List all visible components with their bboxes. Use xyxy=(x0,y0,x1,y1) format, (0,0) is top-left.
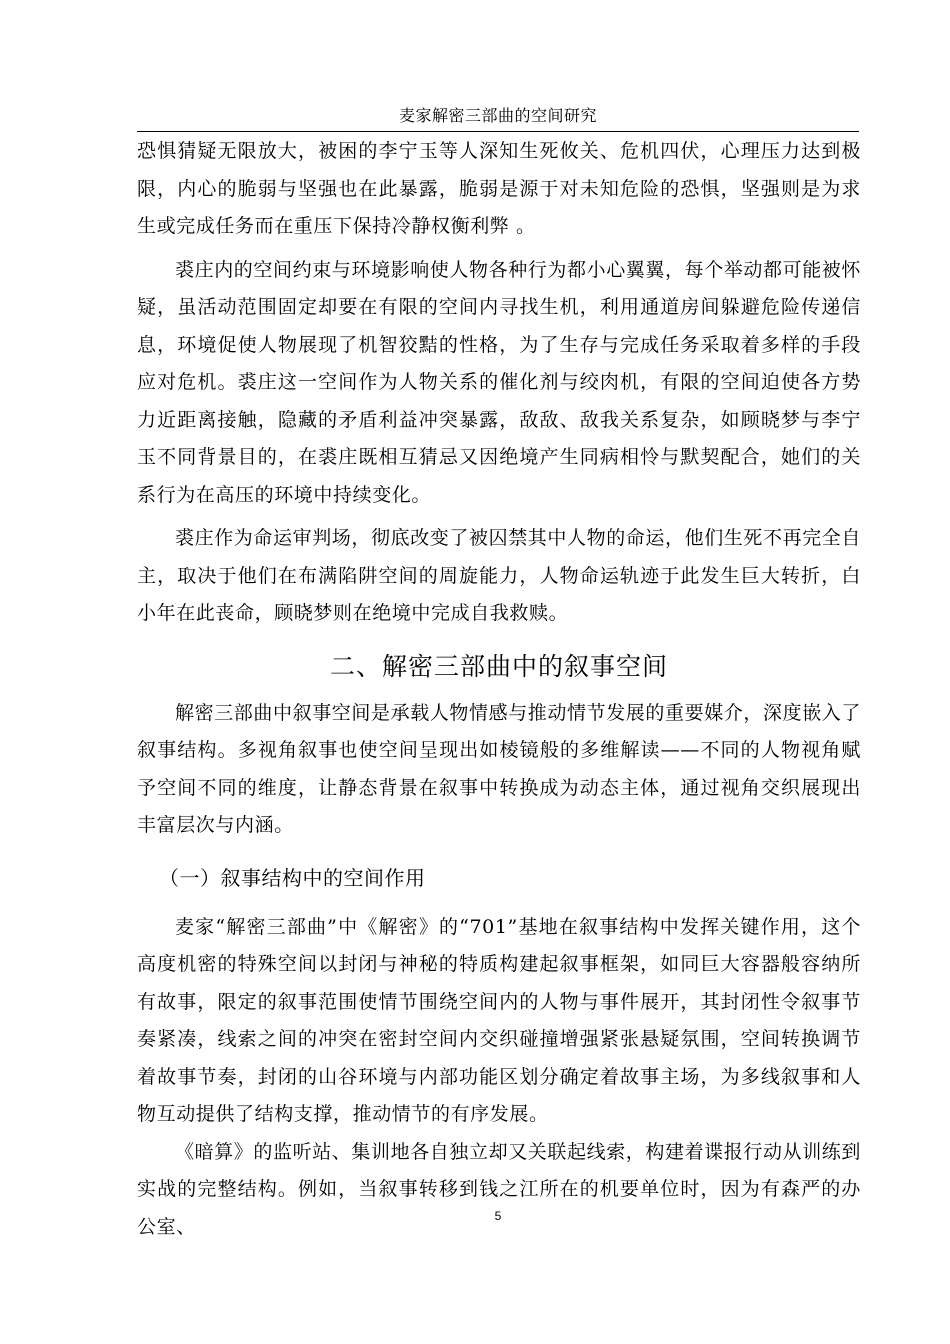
subsection-heading: （一）叙事结构中的空间作用 xyxy=(159,865,426,890)
paragraph-narrative-space-intro: 解密三部曲中叙事空间是承载人物情感与推动情节发展的重要媒介，深度嵌入了叙事结构。多视角叙事也使空间呈现出如棱镜般的多维解读——不同的人物视角赋予空间不同的维度，让静态背景在叙事中转换成为动态主体，通过视角交织展现出丰富层次与内涵。 xyxy=(137,701,862,836)
paragraph-qiuzhuang-constraint: 裘庄内的空间约束与环境影响使人物各种行为都小心翼翼，每个举动都可能被怀疑，虽活动范围固定却要在有限的空间内寻找生机，利用通道房间躲避危险传递信息，环境促使人物展现了机智狡黠的性格，为了生存与完成任务采取着多样的手段应对危机。裘庄这一空间作为人物关系的催化剂与绞肉机，有限的空间迫使各方势力近距离接触，隐藏的矛盾利益冲突暴露，敌敌、敌我关系复杂，如顾晓梦与李宁玉不同背景目的，在裘庄既相互猜忌又因绝境产生同病相怜与默契配合，她们的关系行为在高压的环境中持续变化。 xyxy=(137,258,862,506)
paragraph-ansuan: 《暗算》的监听站、集训地各自独立却又关联起线索，构建着谍报行动从训练到实战的完整结构。例如，当叙事转移到钱之江所在的机要单位时，因为有森严的办公室、 xyxy=(137,1140,862,1238)
header-rule xyxy=(137,131,859,132)
paragraph-qiuzhuang-fate: 裘庄作为命运审判场，彻底改变了被囚禁其中人物的命运，他们生死不再完全自主，取决于他们在布满陷阱空间的周旋能力，人物命运轨迹于此发生巨大转折，白小年在此丧命，顾晓梦则在绝境中完成自我救赎。 xyxy=(137,527,862,624)
page-number: 5 xyxy=(494,1209,502,1223)
running-header: 麦家解密三部曲的空间研究 xyxy=(398,106,597,125)
section-heading: 二、解密三部曲中的叙事空间 xyxy=(329,651,668,681)
paragraph-701-base: 麦家“解密三部曲”中《解密》的“701”基地在叙事结构中发挥关键作用，这个高度机密的特殊空间以封闭与神秘的特质构建起叙事框架，如同巨大容器般容纳所有故事，限定的叙事范围使情节围绕空间内的人物与事件展开，其封闭性令叙事节奏紧凑，线索之间的冲突在密封空间内交织碰撞增强紧张悬疑氛围，空间转换调节着故事节奏，封闭的山谷环境与内部功能区划分确定着故事主场，为多线叙事和人物互动提供了结构支撑，推动情节的有序发展。 xyxy=(137,915,861,1125)
document-body xyxy=(137,133,861,1246)
paragraph-fear-continued: 恐惧猜疑无限放大，被困的李宁玉等人深知生死攸关、危机四伏，心理压力达到极限，内心的脆弱与坚强也在此暴露，脆弱是源于对未知危险的恐惧，坚强则是为求生或完成任务而在重压下保持冷静权衡利弊 。 xyxy=(137,140,861,237)
